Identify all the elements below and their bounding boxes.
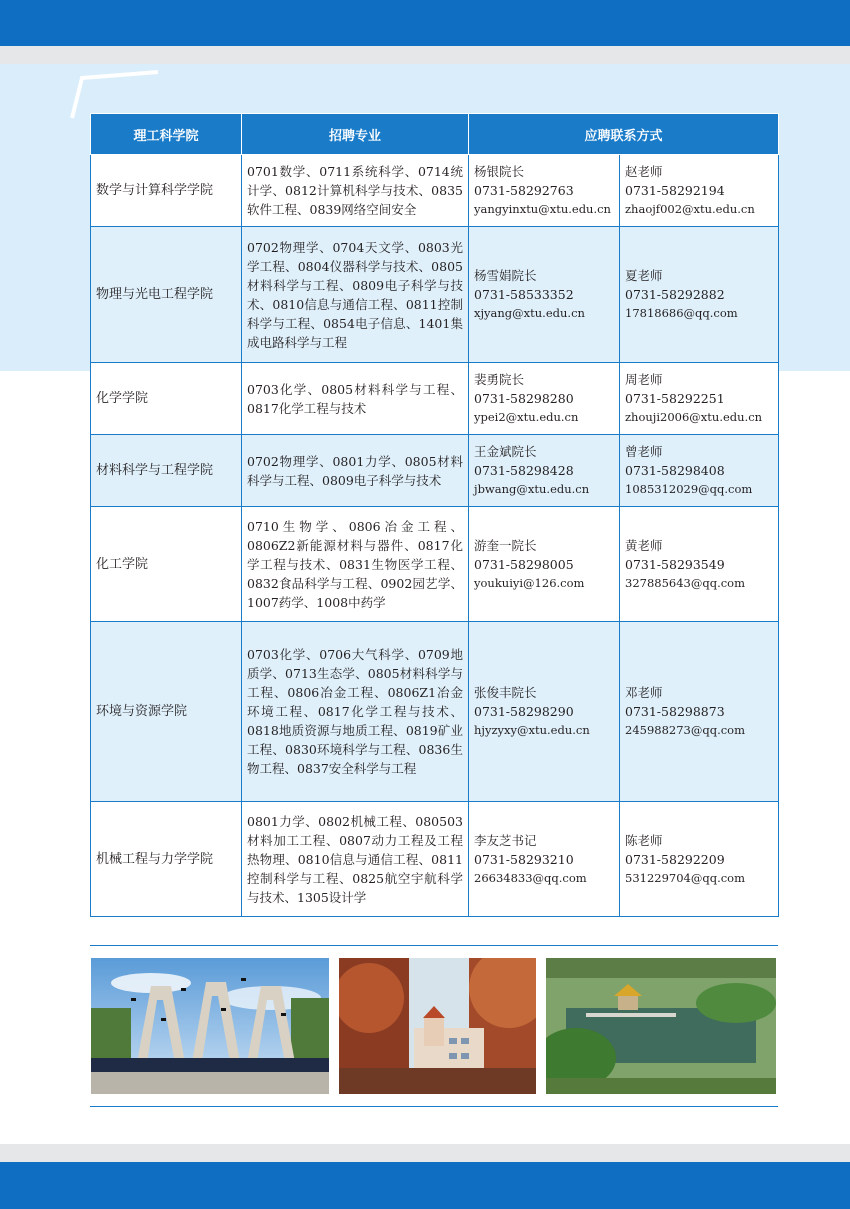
majors-list: 0710生物学、0806冶金工程、0806Z2新能源材料与器件、0817化学工程与技术、0831生物医学工程、0832食品科学与工程、0902园艺学、1007药学、1008中药学 (242, 507, 469, 622)
contact-dean (469, 435, 620, 507)
contact-dean (469, 363, 620, 435)
college-name: 材料科学与工程学院 (91, 435, 242, 507)
contact-name: 杨雪娟院长 (474, 268, 537, 283)
contact-name: 陈老师 (625, 832, 663, 848)
contact-name: 裴勇院长 (474, 372, 525, 387)
contact-email[interactable]: 245988273@qq.com (625, 723, 745, 737)
contact-phone: 0731-58298428 (474, 463, 574, 478)
contact-name: 曾老师 (625, 444, 663, 459)
table-row (91, 802, 779, 917)
contact-phone: 0731-58292882 (625, 287, 725, 302)
contact-dean (469, 155, 620, 227)
divider-bottom (90, 1106, 778, 1107)
header-contact: 应聘联系方式 (469, 114, 779, 155)
college-name: 数学与计算科学学院 (91, 155, 242, 227)
majors-list: 0702物理学、0801力学、0805材料科学与工程、0809电子科学与技术 (242, 435, 469, 507)
contact-name: 黄老师 (625, 537, 663, 553)
lake-pavilion-photo (546, 958, 776, 1094)
college-name: 环境与资源学院 (91, 622, 242, 802)
contact-phone: 0731-58292194 (625, 183, 725, 198)
header-majors: 招聘专业 (242, 114, 469, 155)
campus-building-photo (339, 958, 536, 1094)
contact-name: 杨银院长 (474, 164, 525, 179)
contact-phone: 0731-58298290 (474, 704, 574, 719)
majors-list: 0701数学、0711系统科学、0714统计学、0812计算机科学与技术、0835软件工程、0839网络空间安全 (242, 155, 469, 227)
recruitment-table (90, 113, 779, 917)
contact-phone: 0731-58292209 (625, 851, 725, 867)
contact-phone: 0731-58293210 (474, 851, 574, 867)
contact-email[interactable]: 531229704@qq.com (625, 870, 745, 885)
contact-email[interactable]: xjyang@xtu.edu.cn (474, 306, 585, 320)
contact-staff (620, 227, 779, 363)
contact-dean (469, 622, 620, 802)
majors-list: 0703化学、0805材料科学与工程、0817化学工程与技术 (242, 363, 469, 435)
contact-phone: 0731-58298280 (474, 391, 574, 406)
contact-name: 李友芝书记 (474, 832, 537, 848)
header-college: 理工科学院 (91, 114, 242, 155)
contact-email[interactable]: 1085312029@qq.com (625, 482, 753, 496)
contact-phone: 0731-58293549 (625, 556, 725, 572)
contact-email[interactable]: zhouji2006@xtu.edu.cn (625, 410, 763, 424)
contact-phone: 0731-58298873 (625, 704, 725, 719)
table-row (91, 363, 779, 435)
majors-list: 0703化学、0706大气科学、0709地质学、0713生态学、0805材料科学与工程、0806冶金工程、0806Z1冶金环境工程、0817化学工程与技术、0818地质资源与地质工程、0819矿业工程、0830环境科学与工程、0836生物工程、0837安全科学与工程 (242, 622, 469, 802)
contact-email[interactable]: 17818686@qq.com (625, 306, 738, 320)
contact-name: 邓老师 (625, 685, 663, 700)
contact-staff (620, 507, 779, 622)
contact-name: 夏老师 (625, 268, 663, 283)
contact-email[interactable]: youkuiyi@126.com (474, 575, 585, 590)
college-name: 物理与光电工程学院 (91, 227, 242, 363)
table-row (91, 155, 779, 227)
contact-phone: 0731-58533352 (474, 287, 574, 302)
contact-phone: 0731-58298408 (625, 463, 725, 478)
contact-phone: 0731-58298005 (474, 556, 574, 572)
contact-name: 游奎一院长 (474, 537, 537, 553)
contact-staff (620, 155, 779, 227)
table-row (91, 507, 779, 622)
top-gray-strip (0, 46, 850, 64)
campus-gate-photo (91, 958, 329, 1094)
contact-staff (620, 802, 779, 917)
contact-email[interactable]: 327885643@qq.com (625, 575, 745, 590)
contact-dean (469, 802, 620, 917)
contact-phone: 0731-58292251 (625, 391, 725, 406)
college-name: 化学学院 (91, 363, 242, 435)
contact-name: 周老师 (625, 372, 663, 387)
contact-email[interactable]: ypei2@xtu.edu.cn (474, 410, 579, 424)
majors-list: 0801力学、0802机械工程、080503材料加工工程、0807动力工程及工程热物理、0810信息与通信工程、0811控制科学与工程、0825航空宇航科学与技术、1305设计学 (242, 802, 469, 917)
top-banner-bar (0, 0, 850, 46)
contact-staff (620, 435, 779, 507)
divider-top (90, 945, 778, 946)
contact-dean (469, 507, 620, 622)
college-name: 机械工程与力学学院 (91, 802, 242, 917)
contact-name: 张俊丰院长 (474, 685, 537, 700)
contact-staff (620, 622, 779, 802)
contact-email[interactable]: zhaojf002@xtu.edu.cn (625, 202, 755, 216)
contact-email[interactable]: yangyinxtu@xtu.edu.cn (474, 202, 611, 216)
contact-email[interactable]: hjyzyxy@xtu.edu.cn (474, 723, 590, 737)
contact-email[interactable]: 26634833@qq.com (474, 870, 587, 885)
contact-name: 赵老师 (625, 164, 663, 179)
bottom-banner-bar (0, 1162, 850, 1209)
table-header-row (91, 114, 779, 155)
majors-list: 0702物理学、0704天文学、0803光学工程、0804仪器科学与技术、0805材料科学与工程、0809电子科学与技术、0810信息与通信工程、0811控制科学与工程、0854电子信息、1401集成电路科学与工程 (242, 227, 469, 363)
contact-phone: 0731-58292763 (474, 183, 574, 198)
contact-staff (620, 363, 779, 435)
contact-email[interactable]: jbwang@xtu.edu.cn (474, 482, 590, 496)
bottom-gray-strip (0, 1144, 850, 1162)
contact-name: 王金斌院长 (474, 444, 537, 459)
college-name: 化工学院 (91, 507, 242, 622)
contact-dean (469, 227, 620, 363)
table-row (91, 435, 779, 507)
table-row (91, 227, 779, 363)
table-row (91, 622, 779, 802)
